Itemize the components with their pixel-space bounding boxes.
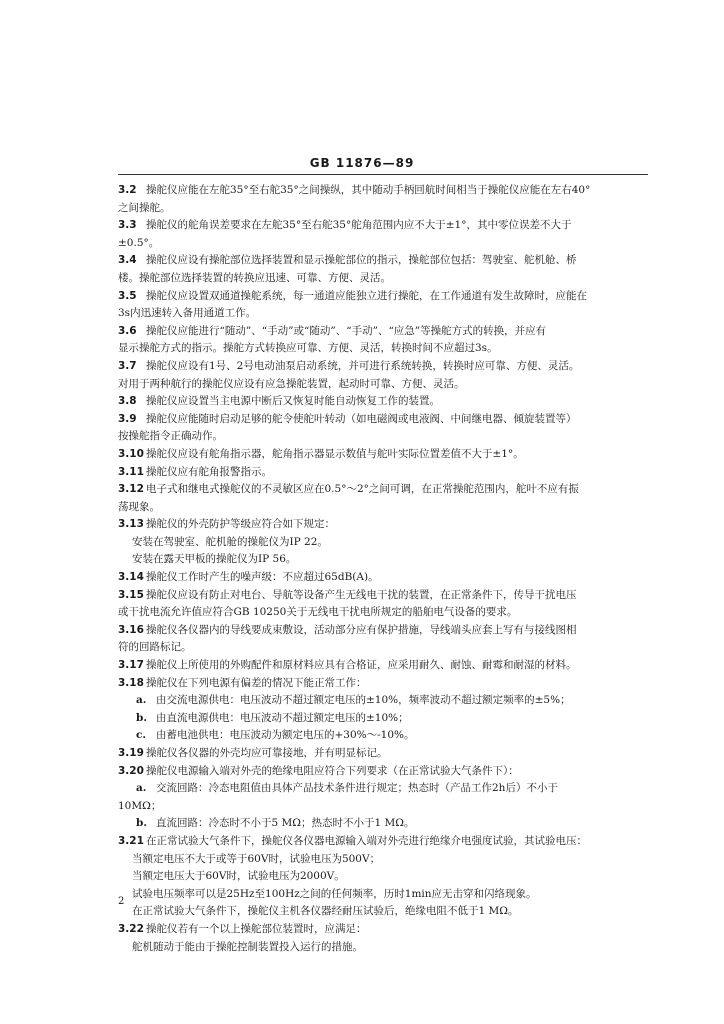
clause-text: 对用于两种航行的操舵仪应设有应急操舵装置，起动时可靠、方便、灵活。 — [118, 377, 465, 390]
clause-text: ±0.5°。 — [118, 236, 160, 249]
clause-line — [118, 217, 648, 235]
clause-line — [118, 657, 648, 675]
clause-line — [118, 622, 648, 640]
clause-line — [118, 516, 648, 534]
clause-text: 操舵仪应设有操舵部位选择装置和显示操舵部位的指示，操舵部位包括：驾驶室、舵机舱、桥 — [146, 254, 577, 267]
clause-text: 楼。操舵部位选择装置的转换应迅速、可靠、方便、灵活。 — [118, 271, 391, 284]
clause-number: 3.10 — [118, 447, 144, 460]
clause-text: 操舵仪应有舵角报警指示。 — [146, 465, 272, 478]
clause-line — [118, 252, 648, 270]
list-marker: a. — [136, 694, 147, 707]
clause-number: 3.14 — [118, 571, 144, 584]
clause-line — [118, 587, 648, 605]
clause-text: 操舵仪应能进行“随动”、“手动”或“随动”、“手动”、“应急”等操舵方式的转换，并应有 — [146, 324, 547, 337]
clause-number: 3.4 — [118, 254, 137, 267]
clause-number: 3.20 — [118, 764, 144, 777]
clause-number: 3.17 — [118, 659, 144, 672]
clause-line — [118, 270, 648, 288]
clause-text: 操舵仪各仪器的外壳均应可靠接地，并有明显标记。 — [146, 747, 388, 759]
clause-number: 3.8 — [118, 395, 137, 408]
clause-text: 试验电压频率可以是25Hz至100Hz之间的任何频率，历时1min应无击穿和闪络现象。 — [132, 887, 537, 900]
clause-text: 当额定电压不大于或等于60V时，试验电压为500V； — [132, 852, 381, 865]
clause-line — [118, 868, 648, 886]
clause-line — [118, 393, 648, 411]
clause-text: 操舵仪应设有防止对电台、导航等设备产生无线电干扰的装置，在正常条件下，传导干扰电压 — [146, 588, 577, 601]
clause-line — [118, 639, 648, 657]
document-body — [118, 182, 648, 956]
clause-text: 操舵仪应设有1号、2号电动油泵启动系统，并可进行系统转换，转换时应可靠、方便、灵活。 — [146, 359, 580, 372]
clause-line — [118, 464, 648, 482]
clause-text: 操舵仪应能在左舵35°至右舵35°之间操纵，其中随动手柄回航时间相当于操舵仪应能在左右40° — [146, 184, 591, 196]
clause-text: 在正常试验大气条件下，操舵仪主机各仪器经耐压试验后，绝缘电阻不低于1 MΩ。 — [132, 905, 519, 918]
clause-line — [118, 323, 648, 341]
clause-number: 3.16 — [118, 623, 144, 636]
clause-line — [118, 798, 648, 816]
list-marker: c. — [136, 729, 147, 742]
clause-line — [118, 833, 648, 851]
clause-line — [118, 727, 648, 745]
clause-number: 3.5 — [118, 289, 137, 302]
clause-line — [118, 182, 648, 200]
clause-line — [118, 411, 648, 429]
clause-line — [118, 534, 648, 552]
clause-text: 由蓄电池供电：电压波动为额定电压的+30%～-10%。 — [156, 729, 415, 742]
clause-line — [118, 499, 648, 517]
clause-number: 3.18 — [118, 676, 144, 689]
clause-number: 3.15 — [118, 588, 144, 601]
clause-text: 操舵仪应设有舵角指示器，舵角指示器显示数值与舵叶实际位置差值不大于±1°。 — [146, 447, 524, 460]
clause-number: 3.22 — [118, 922, 144, 935]
clause-number: 3.7 — [118, 359, 137, 372]
clause-line — [118, 851, 648, 869]
clause-text: 3s内迅速转入备用通道工作。 — [118, 307, 257, 320]
clause-number: 3.11 — [118, 465, 144, 478]
clause-line — [118, 446, 648, 464]
clause-line — [118, 604, 648, 622]
clause-line — [118, 675, 648, 693]
clause-text: 符的回路标记。 — [118, 641, 192, 654]
header-rule — [118, 174, 648, 175]
clause-text: 荡现象。 — [118, 500, 160, 513]
clause-number: 3.12 — [118, 483, 144, 496]
clause-line — [118, 921, 648, 939]
clause-text: 操舵仪的舵角误差要求在左舵35°至右舵35°舵角范围内应不大于±1°，其中零位误差不大于 — [146, 219, 572, 232]
clause-number: 3.13 — [118, 518, 144, 531]
clause-line — [118, 745, 648, 763]
clause-number: 3.2 — [118, 184, 137, 196]
clause-text: 安装在驾驶室、舵机舱的操舵仪为IP 22。 — [132, 535, 328, 548]
clause-text: 操舵仪工作时产生的噪声级：不应超过65dB(A)。 — [146, 571, 379, 584]
clause-text: 操舵仪在下列电源有偏差的情况下能正常工作： — [146, 676, 367, 689]
clause-number: 3.3 — [118, 219, 137, 232]
clause-text: 操舵仪上所使用的外购配件和原材料应具有合格证，应采用耐久、耐蚀、耐霉和耐湿的材料。 — [146, 659, 577, 672]
clause-text: 显示操舵方式的指示。操舵方式转换应可靠、方便、灵活，转换时间不应超过3s。 — [118, 342, 498, 355]
page-number: 2 — [118, 896, 125, 907]
clause-line — [118, 710, 648, 728]
clause-line — [118, 551, 648, 569]
list-marker: a. — [136, 782, 147, 795]
clause-text: 操舵仪若有一个以上操舵部位装置时，应满足： — [146, 922, 367, 935]
clause-text: 交流回路：冷态电阻值由具体产品技术条件进行规定；热态时（产品工作2h后）不小于 — [156, 782, 558, 795]
clause-number: 3.21 — [118, 834, 144, 847]
clause-line — [118, 569, 648, 587]
page-header-standard-number: GB 11876—89 — [309, 156, 415, 170]
clause-line — [118, 235, 648, 253]
list-marker: b. — [136, 711, 147, 724]
clause-text: 操舵仪应设置当主电源中断后又恢复时能自动恢复工作的装置。 — [146, 395, 440, 408]
clause-line — [118, 780, 648, 798]
clause-text: 由交流电源供电：电压波动不超过额定电压的±10%，频率波动不超过额定频率的±5%； — [156, 694, 571, 707]
clause-line — [118, 692, 648, 710]
clause-text: 或干扰电流允许值应符合GB 10250关于无线电干扰电所规定的船舶电气设备的要求。 — [118, 606, 518, 619]
clause-line — [118, 886, 648, 904]
clause-text: 之间操舵。 — [118, 201, 171, 214]
clause-number: 3.9 — [118, 412, 137, 425]
clause-text: 安装在露天甲板的操舵仪为IP 56。 — [132, 553, 297, 566]
clause-text: 按操舵指令正确动作。 — [118, 430, 223, 443]
clause-text: 在正常试验大气条件下，操舵仪各仪器电源输入端对外壳进行绝缘介电强度试验，其试验电压： — [146, 834, 587, 847]
clause-line — [118, 340, 648, 358]
clause-line — [118, 763, 648, 781]
clause-line — [118, 288, 648, 306]
clause-text: 10MΩ； — [118, 799, 162, 812]
clause-text: 直流回路：冷态时不小于5 MΩ；热态时不小于1 MΩ。 — [156, 817, 415, 830]
clause-line — [118, 305, 648, 323]
clause-text: 当额定电压大于60V时，试验电压为2000V。 — [132, 870, 345, 883]
clause-line — [118, 939, 648, 957]
clause-text: 操舵仪的外壳防护等级应符合如下规定： — [146, 518, 335, 531]
clause-line — [118, 376, 648, 394]
clause-text: 操舵仪各仪器内的导线要成束敷设，活动部分应有保护措施，导线端头应套上写有与接线图相 — [146, 623, 577, 636]
clause-line — [118, 815, 648, 833]
clause-line — [118, 200, 648, 218]
list-marker: b. — [136, 817, 147, 830]
clause-line — [118, 428, 648, 446]
clause-text: 操舵仪应能随时启动足够的舵令使舵叶转动（如电磁阀或电液阀、中间继电器、倾旋装置等） — [146, 412, 577, 425]
clause-number: 3.6 — [118, 324, 137, 337]
clause-text: 舵机随动于能由于操舵控制装置投入运行的措施。 — [132, 940, 363, 953]
clause-line — [118, 358, 648, 376]
clause-text: 操舵仪应设置双通道操舵系统，每一通道应能独立进行操舵，在工作通道有发生故障时，应能在 — [146, 289, 587, 302]
clause-text: 操舵仪电源输入端对外壳的绝缘电阻应符合下列要求（在正常试验大气条件下）： — [146, 764, 519, 777]
clause-text: 由直流电源供电：电压波动不超过额定电压的±10%； — [156, 711, 409, 724]
clause-line — [118, 481, 648, 499]
clause-line — [118, 903, 648, 921]
clause-text: 电子式和继电式操舵仪的不灵敏区应在0.5°～2°之间可调，在正常操舵范围内，舵叶不应有振 — [146, 483, 579, 496]
clause-number: 3.19 — [118, 747, 144, 759]
